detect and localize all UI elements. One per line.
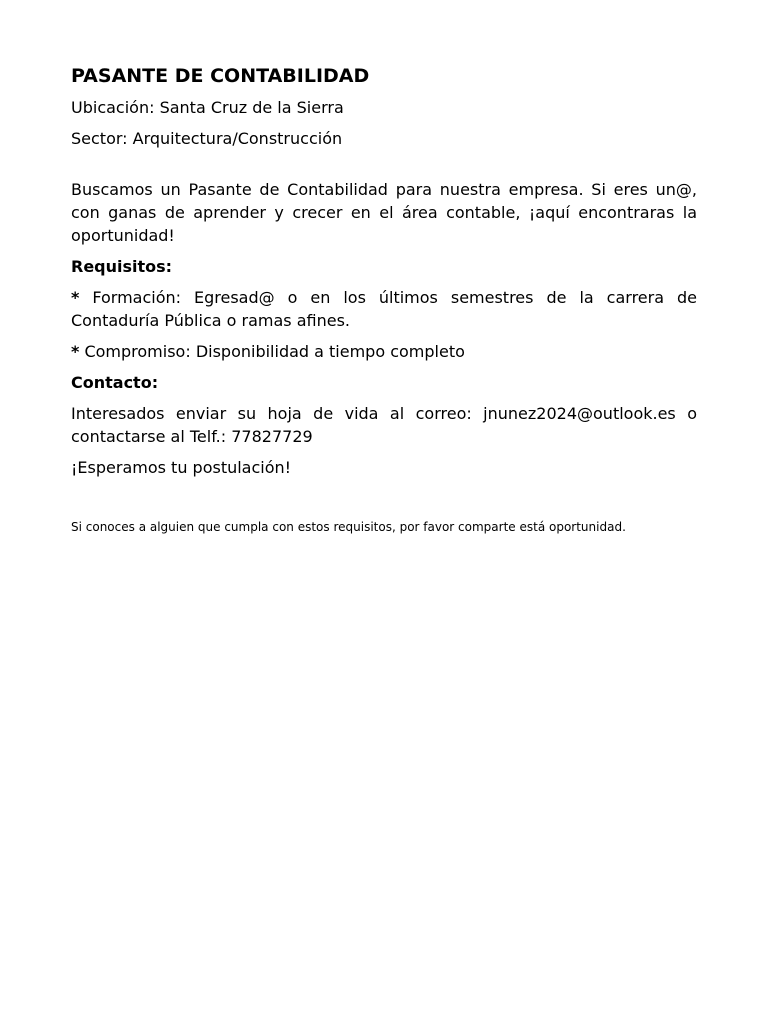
sector-line: Sector: Arquitectura/Construcción — [71, 129, 343, 148]
contact-heading: Contacto: — [71, 373, 159, 392]
requirement-item — [71, 340, 697, 363]
requirement-text: Formación: Egresad@ o en los últimos semestres de la carrera de Contaduría Pública o ramas afines. — [71, 288, 697, 330]
closing-line: ¡Esperamos tu postulación! — [71, 458, 292, 477]
footnote: Si conoces a alguien que cumpla con estos requisitos, por favor comparte está oportunidad. — [71, 520, 626, 534]
bullet-mark: * — [71, 342, 80, 361]
spacer — [71, 158, 697, 178]
intro-paragraph: Buscamos un Pasante de Contabilidad para nuestra empresa. Si eres un@, con ganas de aprender y crecer en el área contable, ¡aquí encontraras la oportunidad! — [71, 180, 697, 245]
bullet-mark: * — [71, 288, 80, 307]
location-line: Ubicación: Santa Cruz de la Sierra — [71, 98, 344, 117]
requirement-text: Compromiso: Disponibilidad a tiempo completo — [79, 342, 465, 361]
requirement-item — [71, 286, 697, 332]
requirements-heading: Requisitos: — [71, 257, 173, 276]
contact-paragraph: Interesados enviar su hoja de vida al correo: jnunez2024@outlook.es o contactarse al Telf.: 77827729 — [71, 404, 697, 446]
job-title: PASANTE DE CONTABILIDAD — [71, 65, 370, 87]
